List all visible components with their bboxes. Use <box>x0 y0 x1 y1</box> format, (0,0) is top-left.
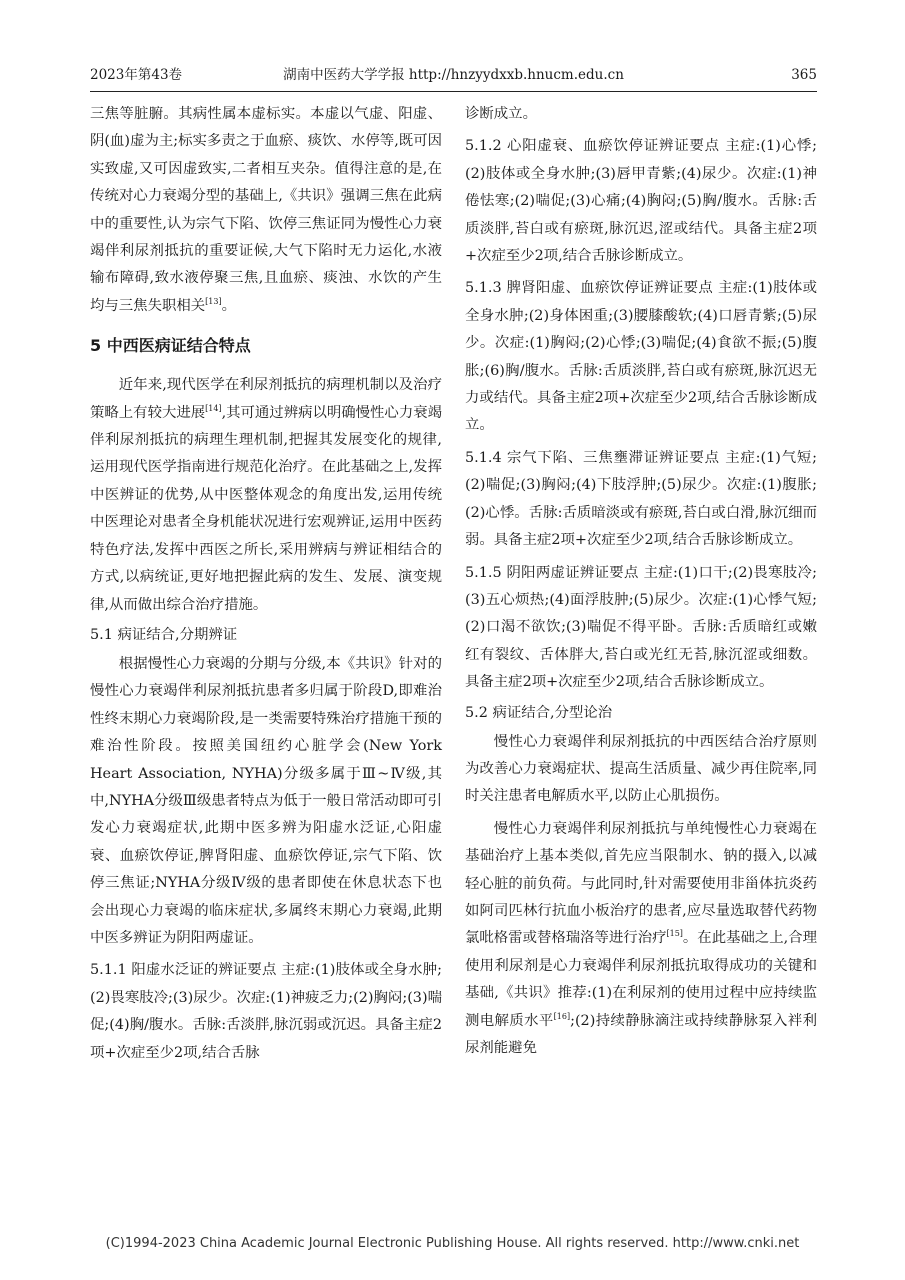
copyright-footer: (C)1994-2023 China Academic Journal Electronic Publishing House. All rights reserved. http://www.cnki.net <box>105 1236 800 1251</box>
left-column <box>90 101 442 1067</box>
paragraph-5-1-1: 5.1.1 阳虚水泛证的辨证要点 主症:(1)肢体或全身水肿;(2)畏寒肢冷;(3)尿少。次症:(1)神疲乏力;(2)胸闷;(3)喘促;(4)胸/腹水。舌脉:舌淡胖,脉沉弱或沉迟。具备主症2项+次症至少2项,结合舌脉 <box>90 962 442 1061</box>
paragraph-5-1-5: 5.1.5 阴阳两虚证辨证要点 主症:(1)口干;(2)畏寒肢冷;(3)五心烦热;(4)面浮肢肿;(5)尿少。次症:(1)心悸气短;(2)口渴不欲饮;(3)喘促不得平卧。舌脉:舌质暗红或嫩红有裂纹、舌体胖大,苔白或光红无苔,脉沉涩或细数。具备主症2项+次症至少2项,结合舌脉诊断成立。 <box>465 564 817 691</box>
citation-14: [14] <box>205 403 222 413</box>
citation-16: [16] <box>553 1011 571 1021</box>
paragraph-progress: 近年来,现代医学在利尿剂抵抗的病理机制以及治疗策略上有较大进展[14],其可通过辨病以明确慢性心力衰竭伴利尿剂抵抗的病理生理机制,把握其发展变化的规律,运用现代医学指南进行规范化治疗。在此基础之上,发挥中医辨证的优势,从中医整体观念的角度出发,运用传统中医理论对患者全身机能状况进行宏观辨证,运用中医药特色疗法,发挥中西医之所长,采用辨病与辨证相结合的方式,以病统证,更好地把握此病的发生、发展、演变规律,从而做出综合治疗措施。 <box>90 377 442 613</box>
running-header <box>90 66 817 88</box>
citation-15: [15] <box>666 929 683 939</box>
paragraph-5-1-2: 5.1.2 心阳虚衰、血瘀饮停证辨证要点 主症:(1)心悸;(2)肢体或全身水肿;(3)唇甲青紫;(4)尿少。次症:(1)神倦怯寒;(2)喘促;(3)心痛;(4)胸闷;(5)胸/腹水。舌脉:舌质淡胖,苔白或有瘀斑,脉沉迟,涩或结代。具备主症2项+次症至少2项,结合舌脉诊断成立。 <box>465 138 817 265</box>
paragraph-continued: 诊断成立。 <box>465 106 537 122</box>
paragraph-5-1-4: 5.1.4 宗气下陷、三焦壅滞证辨证要点 主症:(1)气短;(2)喘促;(3)胸闷;(4)下肢浮肿;(5)尿少。次症:(1)腹胀;(2)心悸。舌脉:舌质暗淡或有瘀斑,苔白或白滑,脉沉细而弱。具备主症2项+次症至少2项,结合舌脉诊断成立。 <box>465 449 817 549</box>
paragraph-5-1-3: 5.1.3 脾肾阳虚、血瘀饮停证辨证要点 主症:(1)肢体或全身水肿;(2)身体困重;(3)腰膝酸软;(4)口唇青紫;(5)尿少。次症:(1)胸闷;(2)心悸;(3)喘促;(4)食欲不振;(5)腹胀;(6)胸/腹水。舌脉:舌质淡胖,苔白或有瘀斑,脉沉迟无力或结代。具备主症2项+次症至少2项,结合舌脉诊断成立。 <box>465 280 817 434</box>
section-heading-5: 5 中西医病证结合特点 <box>90 336 251 356</box>
header-page-number: 365 <box>791 67 817 83</box>
paragraph-principles: 慢性心力衰竭伴利尿剂抵抗的中西医结合治疗原则为改善心力衰竭症状、提高生活质量、减少再住院率,同时关注患者电解质水平,以防止心肌损伤。 <box>465 733 817 805</box>
header-rule <box>90 91 817 92</box>
paragraph-treatment: 慢性心力衰竭伴利尿剂抵抗与单纯慢性心力衰竭在基础治疗上基本类似,首先应当限制水、钠的摄入,以减轻心脏的前负荷。与此同时,针对需要使用非甾体抗炎药如阿司匹林行抗血小板治疗的患者,应尽量选取替代药物氯吡格雷或替格瑞洛等进行治疗[15]。在此基础之上,合理使用利尿剂是心力衰竭伴利尿剂抵抗取得成功的关键和基础,《共识》推荐:(1)在利尿剂的使用过程中应持续监测电解质水平[16];(2)持续静脉滴注或持续静脉泵入袢利尿剂能避免 <box>465 820 817 1056</box>
citation-13: [13] <box>205 296 222 306</box>
paragraph-sanjiao: 三焦等脏腑。其病性属本虚标实。本虚以气虚、阳虚、阴(血)虚为主;标实多责之于血瘀、痰饮、水停等,既可因实致虚,又可因虚致实,二者相互夹杂。值得注意的是,在传统对心力衰竭分型的基础上,《共识》强调三焦在此病中的重要性,认为宗气下陷、饮停三焦证同为慢性心力衰竭伴利尿剂抵抗的重要证候,大气下陷时无力运化,水液输布障碍,致水液停聚三焦,且血瘀、痰浊、水饮的产生均与三焦失职相关[13]。 <box>90 106 442 314</box>
header-volume: 2023年第43卷 <box>90 67 183 83</box>
right-column <box>465 101 817 1062</box>
header-journal: 湖南中医药大学学报 http://hnzyydxxb.hnucm.edu.cn <box>283 67 624 83</box>
paragraph-staging: 根据慢性心力衰竭的分期与分级,本《共识》针对的慢性心力衰竭伴利尿剂抵抗患者多归属于阶段D,即难治性终末期心力衰竭阶段,是一类需要特殊治疗措施干预的难治性阶段。按照美国纽约心脏学会(New York Heart Association, NYHA)分级多属于Ⅲ~Ⅳ级,其中,NYHA分级Ⅲ级患者特点为低于一般日常活动即可引发心力衰竭症状,此期中医多辨为阳虚水泛证,心阳虚衰、血瘀饮停证,脾肾阳虚、血瘀饮停证,宗气下陷、饮停三焦证;NYHA分级Ⅳ级的患者即使在休息状态下也会出现心力衰竭的临床症状,多属终末期心力衰竭,此期中医多辨证为阴阳两虚证。 <box>90 655 442 946</box>
subsection-heading-5-1: 5.1 病证结合,分期辨证 <box>90 626 238 643</box>
subsection-heading-5-2: 5.2 病证结合,分型论治 <box>465 704 613 721</box>
